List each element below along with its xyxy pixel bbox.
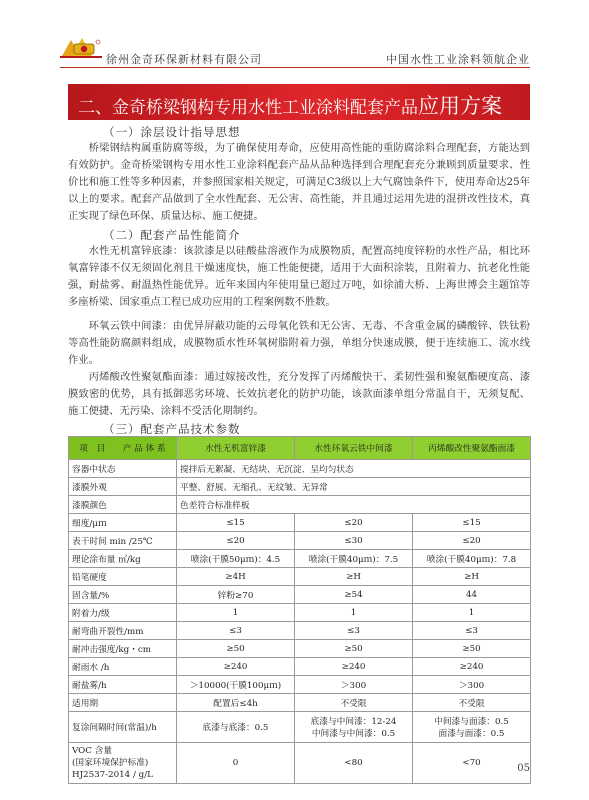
table-cell: ≥240: [295, 658, 413, 676]
banner-title: [78, 90, 502, 120]
row-label: 容器中状态: [69, 460, 177, 478]
row-label: 漆膜颜色: [69, 496, 177, 514]
table-row: [69, 550, 531, 568]
table-corner-cell: 项 目 产 品 体 系: [69, 437, 177, 460]
spec-table: [68, 436, 531, 784]
table-cell: ≥50: [177, 640, 295, 658]
paragraph-intermediate: 环氧云铁中间漆：由优异屏蔽功能的云母氧化铁和无公害、无毒、不含重金属的磷酸锌、铁钛粉等高性能防腐颜料组成，成膜物质水性环氧树脂附着力强，单组分快速成膜，便于连续施工、流水线作业。: [68, 320, 530, 366]
table-cell: ≤20: [295, 514, 413, 532]
table-row: [69, 532, 531, 550]
column-header-primer: 水性无机富锌漆: [177, 437, 295, 460]
table-cell: 喷涂(干膜40μｍ)：7.5: [295, 550, 413, 568]
table-cell: ≥4H: [177, 568, 295, 586]
row-label: 适用期: [69, 694, 177, 712]
row-label: 固含量/%: [69, 586, 177, 604]
row-label: 理论涂布量 ㎡/kg: [69, 550, 177, 568]
header-divider: [60, 67, 530, 68]
table-cell: ＞300: [413, 676, 531, 694]
cell-line: 底漆与中间漆：12-24: [310, 717, 397, 727]
table-row: [69, 712, 531, 743]
section-heading-specs: （三）配套产品技术参数: [103, 422, 241, 436]
table-cell: 喷涂(干膜40μｍ)：7.8: [413, 550, 531, 568]
table-cell: ≤3: [295, 622, 413, 640]
row-label: 耐盐雾/h: [69, 676, 177, 694]
table-cell: <70: [413, 743, 531, 784]
row-label: 附着力/级: [69, 604, 177, 622]
banner-title-emphasis: 应用方案: [418, 94, 502, 118]
table-cell: 不受限: [295, 694, 413, 712]
table-cell: 底漆与底漆：0.5: [177, 712, 295, 743]
section-heading-design: （一）涂层设计指导思想: [103, 125, 241, 139]
table-cell: [295, 712, 413, 743]
table-cell: 44: [413, 586, 531, 604]
row-label: 细度/μｍ: [69, 514, 177, 532]
table-header-row: [69, 437, 531, 460]
voc-label: VOC 含量: [72, 746, 113, 756]
cell-line: 中间漆与面漆：0.5: [434, 717, 509, 727]
table-cell: ＞300: [295, 676, 413, 694]
table-cell: ＞10000(干膜100μｍ): [177, 676, 295, 694]
table-row: [69, 604, 531, 622]
table-cell: ≥50: [413, 640, 531, 658]
table-cell: ≥H: [295, 568, 413, 586]
table-row: [69, 640, 531, 658]
page-number: 05: [517, 763, 530, 774]
cell-line: 面漆与面漆：0.5: [438, 729, 505, 739]
table-cell: ≥54: [295, 586, 413, 604]
paragraph-design: 桥梁钢结构属重防腐等级，为了确保使用寿命，应使用高性能的重防腐涂料合理配套，方能达到有效防护。金奇桥梁钢构专用水性工业涂料配套产品从品种选择到合理配套充分兼顾到质量要求、性价比和施工性等多种因素，并参照国家相关规定，可满足C3级以上大气腐蚀条件下，使用寿命达25年以上的要求。配套产品做到了全水性配套、无公害、高性能，并且通过运用先进的混拼改性技术，真正实现了绿色环保、质量达标、施工便捷。: [68, 142, 530, 222]
table-row: [69, 460, 531, 478]
table-cell: ≤30: [295, 532, 413, 550]
table-cell: 喷涂(干膜50μｍ)：4.5: [177, 550, 295, 568]
table-row: [69, 514, 531, 532]
row-label: 耐冲击强度/kg・cm: [69, 640, 177, 658]
table-cell: ≥H: [413, 568, 531, 586]
table-cell: ≤15: [413, 514, 531, 532]
row-label: 铅笔硬度: [69, 568, 177, 586]
row-label: 表干时间 min /25℃: [69, 532, 177, 550]
voc-standard: (国家环境保护标准): [72, 758, 149, 768]
table-row: [69, 496, 531, 514]
table-cell: 配置后≤4h: [177, 694, 295, 712]
table-cell: 锌粉≥70: [177, 586, 295, 604]
table-row: [69, 694, 531, 712]
table-cell: 1: [295, 604, 413, 622]
row-label: 复涂间隔时间(常温)/h: [69, 712, 177, 743]
banner-title-main: 二、金奇桥梁钢构专用水性工业涂料配套产品: [78, 98, 418, 118]
row-label: 耐弯曲开裂性/mm: [69, 622, 177, 640]
table-cell: 搅拌后无絮凝、无结块、无沉淀、呈均匀状态: [177, 460, 531, 478]
company-name: 徐州金奇环保新材料有限公司: [106, 53, 262, 66]
table-cell: [413, 712, 531, 743]
company-slogan: 中国水性工业涂料领航企业: [386, 53, 530, 66]
table-row: [69, 586, 531, 604]
column-header-topcoat: 丙烯酸改性聚氨酯面漆: [413, 437, 531, 460]
row-label: 耐雨水 /h: [69, 658, 177, 676]
table-row: [69, 743, 531, 784]
section-heading-performance: （二）配套产品性能简介: [103, 228, 241, 242]
company-logo: [60, 36, 102, 58]
table-cell: 1: [413, 604, 531, 622]
table-cell: ≥240: [177, 658, 295, 676]
cell-line: 中间漆与中间漆：0.5: [311, 729, 396, 739]
paragraph-primer: 水性无机富锌底漆：该款漆是以硅酸盐溶液作为成膜物质，配置高纯度锌粉的水性产品，相比环氧富锌漆不仅无须固化剂且干燥速度快，施工性能便捷，适用于大面积涂装，且附着力、抗老化性能强，耐盐雾、耐温热性能优异。近年来国内年使用量已超过万吨，如徐浦大桥、上海世博会主题馆等多座桥梁、国家重点工程已成功应用的工程案例数不胜数。: [68, 245, 530, 308]
table-row: [69, 676, 531, 694]
table-row: [69, 622, 531, 640]
table-cell: ≤3: [177, 622, 295, 640]
table-cell: ≤20: [177, 532, 295, 550]
table-cell: <80: [295, 743, 413, 784]
table-cell: ≤3: [413, 622, 531, 640]
table-cell: ≥240: [413, 658, 531, 676]
table-cell: 不受限: [413, 694, 531, 712]
table-cell: 色差符合标准样板: [177, 496, 531, 514]
table-cell: 1: [177, 604, 295, 622]
table-row: [69, 478, 531, 496]
table-cell: ≤20: [413, 532, 531, 550]
paragraph-topcoat: 丙烯酸改性聚氨酯面漆：通过嫁接改性，充分发挥了丙烯酸快干、柔韧性强和聚氨酯硬度高、漆膜致密的优势，具有抵御恶劣环境、长效抗老化的防护功能，该款面漆单组分常温自干，无须复配、施工便捷、无污染、涂料不受活化期制约。: [68, 371, 530, 417]
table-row: [69, 568, 531, 586]
table-cell: 0: [177, 743, 295, 784]
table-cell: ≥50: [295, 640, 413, 658]
table-row: [69, 658, 531, 676]
table-cell: ≤15: [177, 514, 295, 532]
page-header: [60, 24, 530, 70]
table-cell: 平整、舒展、无缩孔、无纹皱、无异常: [177, 478, 531, 496]
column-header-intermediate: 水性环氧云铁中间漆: [295, 437, 413, 460]
section-banner: [68, 84, 530, 120]
row-label: [69, 743, 177, 784]
row-label: 漆膜外观: [69, 478, 177, 496]
voc-code: HJ2537-2014 / g/L: [72, 770, 153, 780]
